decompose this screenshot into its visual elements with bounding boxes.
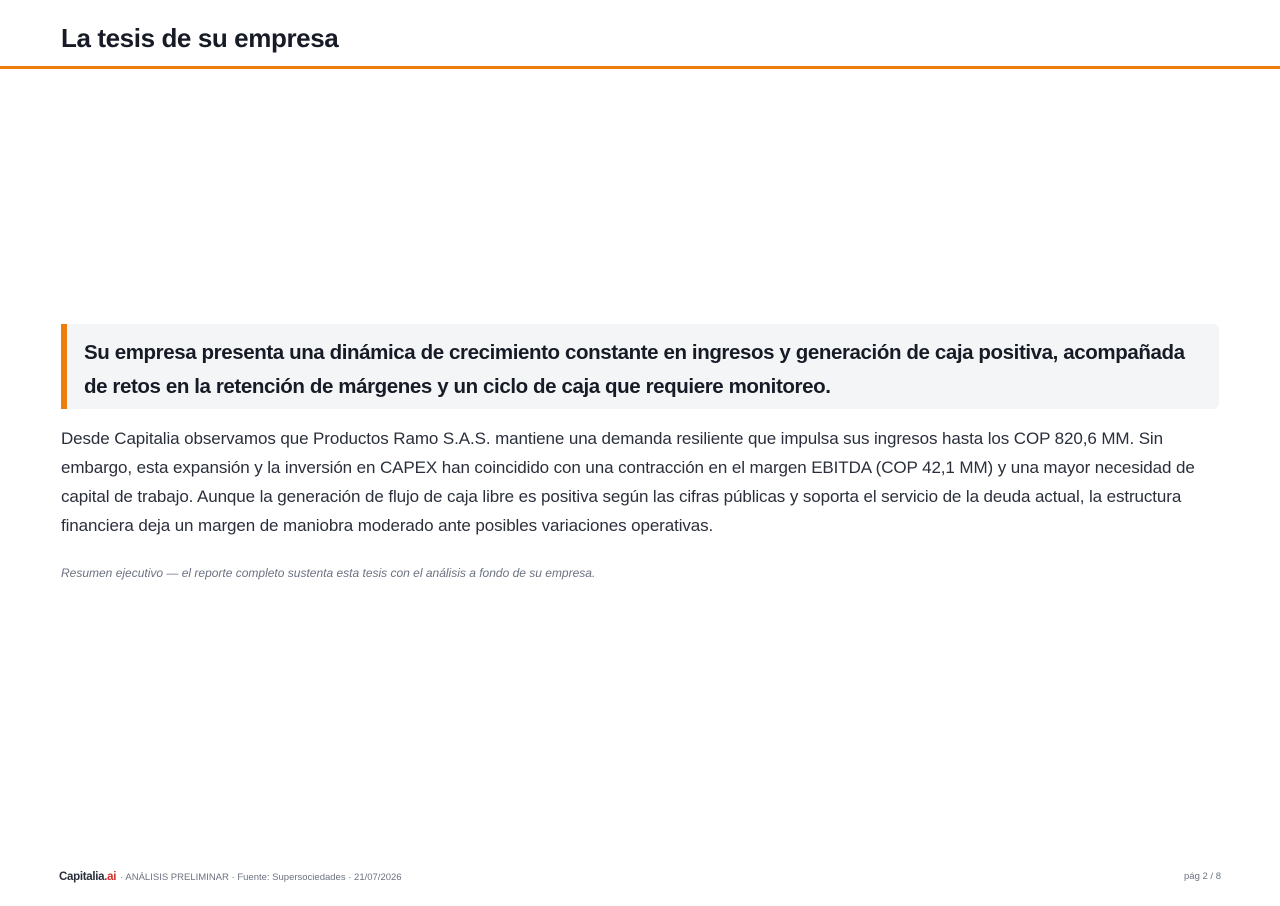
thesis-paragraph: Desde Capitalia observamos que Productos Ramo S.A.S. mantiene una demanda resiliente que impulsa sus ingresos hasta los COP 820,6 MM. Sin embargo, esta expansión y la inversión en CAPEX han coincidido con una contracción en el margen EBITDA (COP 42,1 MM) y una mayor necesidad de capital de trabajo. Aunque la generación de flujo de caja libre es positiva según las cifras públicas y soporta el servicio de la deuda actual, la estructura financiera deja un margen de maniobra moderado ante posibles variaciones operativas. [61,429,1195,535]
page-number: pág 2 / 8 [1184,871,1221,882]
brand-name: Capitalia [59,871,105,883]
page-footer [59,868,1221,886]
thesis-callout [61,324,1219,409]
footer-left [59,868,402,887]
summary-note: Resumen ejecutivo — el reporte completo sustenta esta tesis con el análisis a fondo de su empresa. [61,566,596,580]
page-title: La tesis de su empresa [61,23,339,53]
page-header [0,0,1280,69]
brand-logo [59,871,116,883]
brand-suffix: .ai [104,871,117,883]
footer-meta: · ANÁLISIS PRELIMINAR · Fuente: Supersociedades · 21/07/2026 [120,872,402,883]
thesis-statement: Su empresa presenta una dinámica de crecimiento constante en ingresos y generación de caja positiva, acompañada de retos en la retención de márgenes y un ciclo de caja que requiere monitoreo. [84,341,1185,398]
